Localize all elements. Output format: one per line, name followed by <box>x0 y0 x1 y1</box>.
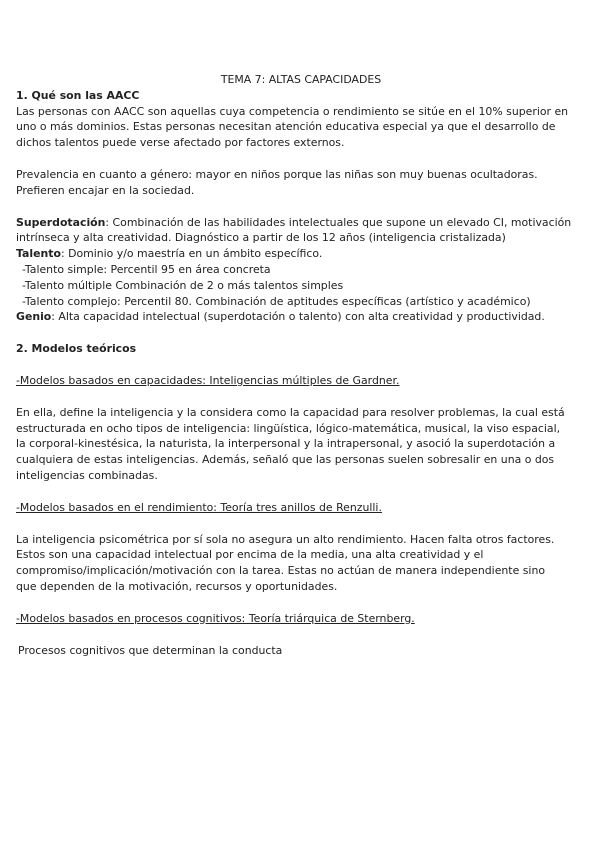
prevalence-line: Prevalencia en cuanto a género: mayor en niños porque las niñas son muy buenas ocultadoras. <box>16 167 538 181</box>
document-page <box>16 72 586 658</box>
genio-definition <box>16 309 586 325</box>
model-title-renzulli: -Modelos basados en el rendimiento: Teoría tres anillos de Renzulli. <box>16 500 382 514</box>
talento-text: : Dominio y/o maestría en un ámbito específico. <box>60 247 323 261</box>
model-title-gardner: -Modelos basados en capacidades: Inteligencias múltiples de Gardner. <box>16 373 400 387</box>
superdotacion-definition <box>16 215 586 231</box>
intro-line: dichos talentos puede verse afectado por factores externos. <box>16 136 345 150</box>
superdotacion-term: Superdotación <box>16 215 106 229</box>
talento-term: Talento <box>16 247 61 261</box>
superdotacion-text-cont: intrínseca y alta creatividad. Diagnóstico a partir de los 12 años (inteligencia cristalizada) <box>16 231 506 245</box>
talento-definition <box>16 246 586 262</box>
superdotacion-text: : Combinación de las habilidades intelectuales que supone un elevado CI, motivación <box>105 215 572 229</box>
model-text-line: Procesos cognitivos que determinan la conducta <box>18 643 283 657</box>
model-text-line: estructurada en ocho tipos de inteligencia: lingüística, lógico-matemática, musical, la viso espacial, <box>16 421 561 435</box>
section-2-heading: 2. Modelos teóricos <box>16 342 137 356</box>
model-text-line: La inteligencia psicométrica por sí sola no asegura un alto rendimiento. Hacen falta otros factores. <box>16 532 555 546</box>
model-text-line: En ella, define la inteligencia y la considera como la capacidad para resolver problemas, la cual está <box>16 405 565 419</box>
model-text-line: cualquiera de estas inteligencias. Además, señaló que las personas suelen sobresalir en una o dos <box>16 453 555 467</box>
document-title: TEMA 7: ALTAS CAPACIDADES <box>220 73 382 86</box>
model-text-line: inteligencias combinadas. <box>16 468 158 482</box>
model-text-line: compromiso/implicación/motivación con la tarea. Estas no actúan de manera independiente sino <box>16 564 546 578</box>
genio-text: : Alta capacidad intelectual (superdotación o talento) con alta creatividad y productividad. <box>51 310 545 324</box>
model-text-line: que dependen de la motivación, recursos y oportunidades. <box>16 579 338 593</box>
talento-item: -Talento complejo: Percentil 80. Combinación de aptitudes específicas (artístico y académico) <box>22 294 531 308</box>
talento-item: -Talento simple: Percentil 95 en área concreta <box>22 262 271 276</box>
intro-line: uno o más dominios. Estas personas necesitan atención educativa especial ya que el desarrollo de <box>16 120 556 134</box>
talento-item: -Talento múltiple Combinación de 2 o más talentos simples <box>22 278 344 292</box>
genio-term: Genio <box>16 310 52 324</box>
intro-line: Las personas con AACC son aquellas cuya competencia o rendimiento se sitúe en el 10% superior en <box>16 104 569 118</box>
model-title-sternberg: -Modelos basados en procesos cognitivos: Teoría triárquica de Sternberg. <box>16 611 415 625</box>
section-1-heading: 1. Qué son las AACC <box>16 88 140 102</box>
model-text-line: Estos son una capacidad intelectual por encima de la media, una alta creatividad y el <box>16 548 484 562</box>
model-text-line: la corporal-kinestésica, la naturista, la interpersonal y la intrapersonal, y asoció la superdotación a <box>16 437 556 451</box>
prevalence-line: Prefieren encajar en la sociedad. <box>16 183 195 197</box>
